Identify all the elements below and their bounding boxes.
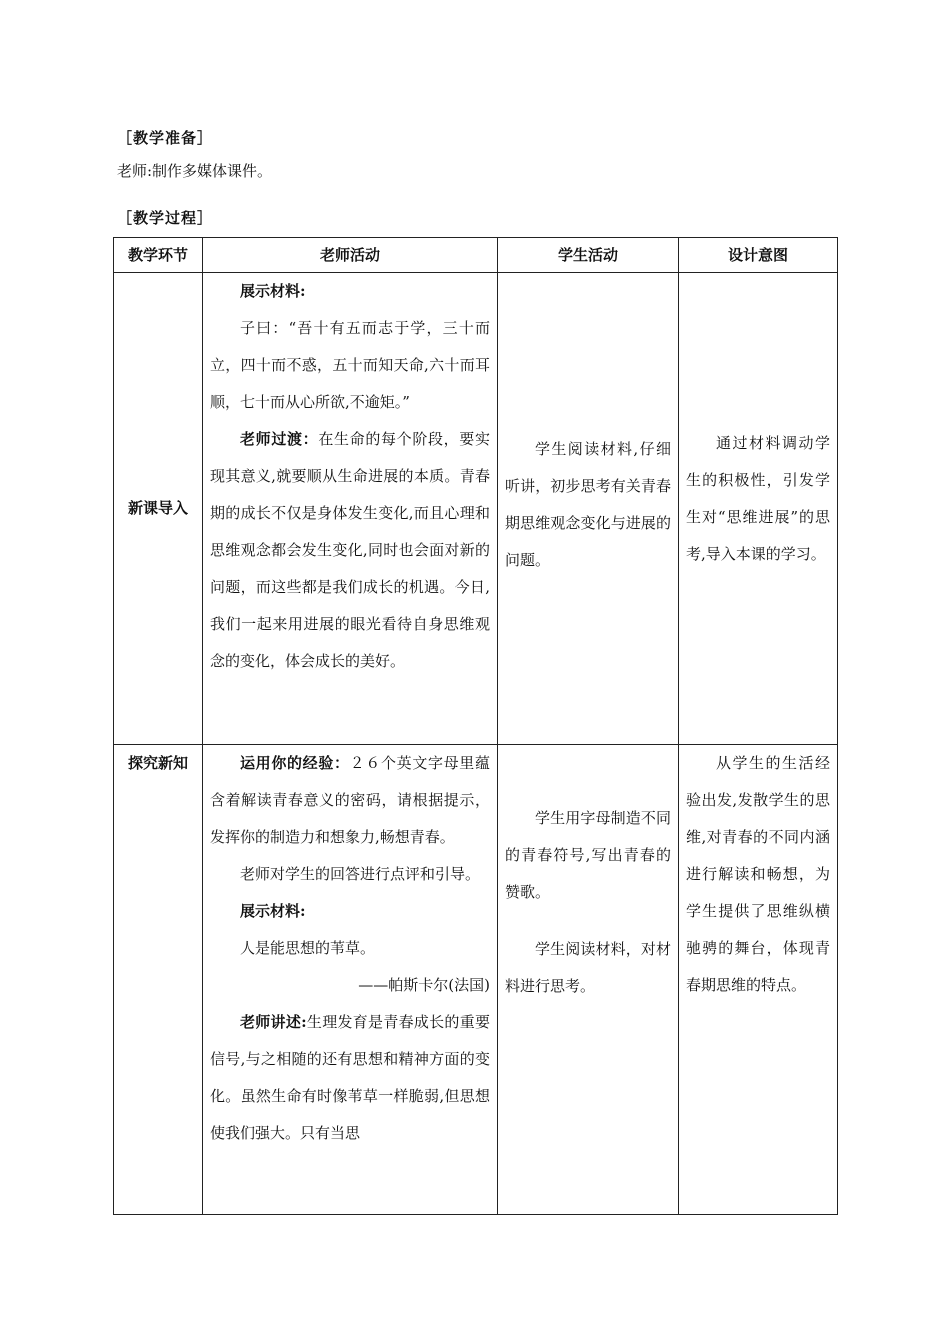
student-activity-text-2: 学生阅读材料，对材料进行思考。 xyxy=(505,940,671,995)
lesson-table xyxy=(113,237,838,1215)
table-row xyxy=(114,273,838,745)
header-student-activity: 学生活动 xyxy=(498,238,679,273)
header-stage: 教学环节 xyxy=(114,238,203,273)
teacher-transition-text: 在生命的每个阶段，要实现其意义,就要顺从生命进展的本质。青春期的成长不仅是身体发生变化,而且心理和思维观念都会发生变化,同时也会面对新的问题，而这些都是我们成长的机遇。今日,我们一起来用进展的眼光看待自身思维观念的变化，体会成长的美好。 xyxy=(210,430,490,670)
table-header-row xyxy=(114,238,838,273)
student-activity-text: 学生阅读材料,仔细听讲，初步思考有关青春期思维观念变化与进展的问题。 xyxy=(505,439,671,569)
teacher-explain-text: 生理发育是青春成长的重要信号,与之相随的还有思想和精神方面的变化。虽然生命有时像苇草一样脆弱,但思想使我们强大。只有当思 xyxy=(210,1013,490,1142)
use-experience-text: ２６个英文字母里蕴含着解读青春意义的密码，请根据提示，发挥你的制造力和想象力,畅想青春。 xyxy=(210,754,490,846)
label-show-material: 展示材料: xyxy=(240,282,306,300)
student-activity-cell xyxy=(498,273,679,745)
header-design-intent: 设计意图 xyxy=(679,238,838,273)
pascal-quote: 人是能思想的苇草。 xyxy=(240,939,376,957)
design-intent-text: 通过材料调动学生的积极性，引发学生对“思维进展”的思考,导入本课的学习。 xyxy=(686,433,830,563)
design-intent-cell xyxy=(679,273,838,745)
stage-cell: 探究新知 xyxy=(114,745,203,1215)
quote-source: ——帕斯卡尔(法国) xyxy=(358,976,490,994)
header-teacher-activity: 老师活动 xyxy=(203,238,498,273)
confucius-quote: 子曰：“吾十有五而志于学，三十而立，四十而不惑，五十而知天命,六十而耳顺，七十而从心所欲,不逾矩。” xyxy=(210,319,490,411)
design-intent-cell xyxy=(679,745,838,1215)
student-activity-text-1: 学生用字母制造不同的青春符号,写出青春的赞歌。 xyxy=(505,809,671,901)
table-row xyxy=(114,745,838,1215)
label-teacher-transition: 老师过渡： xyxy=(240,430,319,448)
label-show-material: 展示材料: xyxy=(240,902,306,920)
teaching-process-heading: ［教学过程］ xyxy=(117,209,214,227)
teaching-prep-heading: ［教学准备］ xyxy=(117,129,214,147)
teacher-comment-text: 老师对学生的回答进行点评和引导。 xyxy=(240,865,481,883)
teaching-prep-text: 老师:制作多媒体课件。 xyxy=(117,162,273,180)
teacher-activity-cell xyxy=(203,745,498,1215)
label-use-experience: 运用你的经验： xyxy=(240,754,350,772)
student-activity-cell xyxy=(498,745,679,1215)
stage-cell: 新课导入 xyxy=(114,273,203,745)
teacher-activity-cell xyxy=(203,273,498,745)
label-teacher-explain: 老师讲述: xyxy=(240,1013,307,1031)
design-intent-text: 从学生的生活经验出发,发散学生的思维,对青春的不同内涵进行解读和畅想，为学生提供了思维纵横驰骋的舞台，体现青春期思维的特点。 xyxy=(686,754,830,994)
